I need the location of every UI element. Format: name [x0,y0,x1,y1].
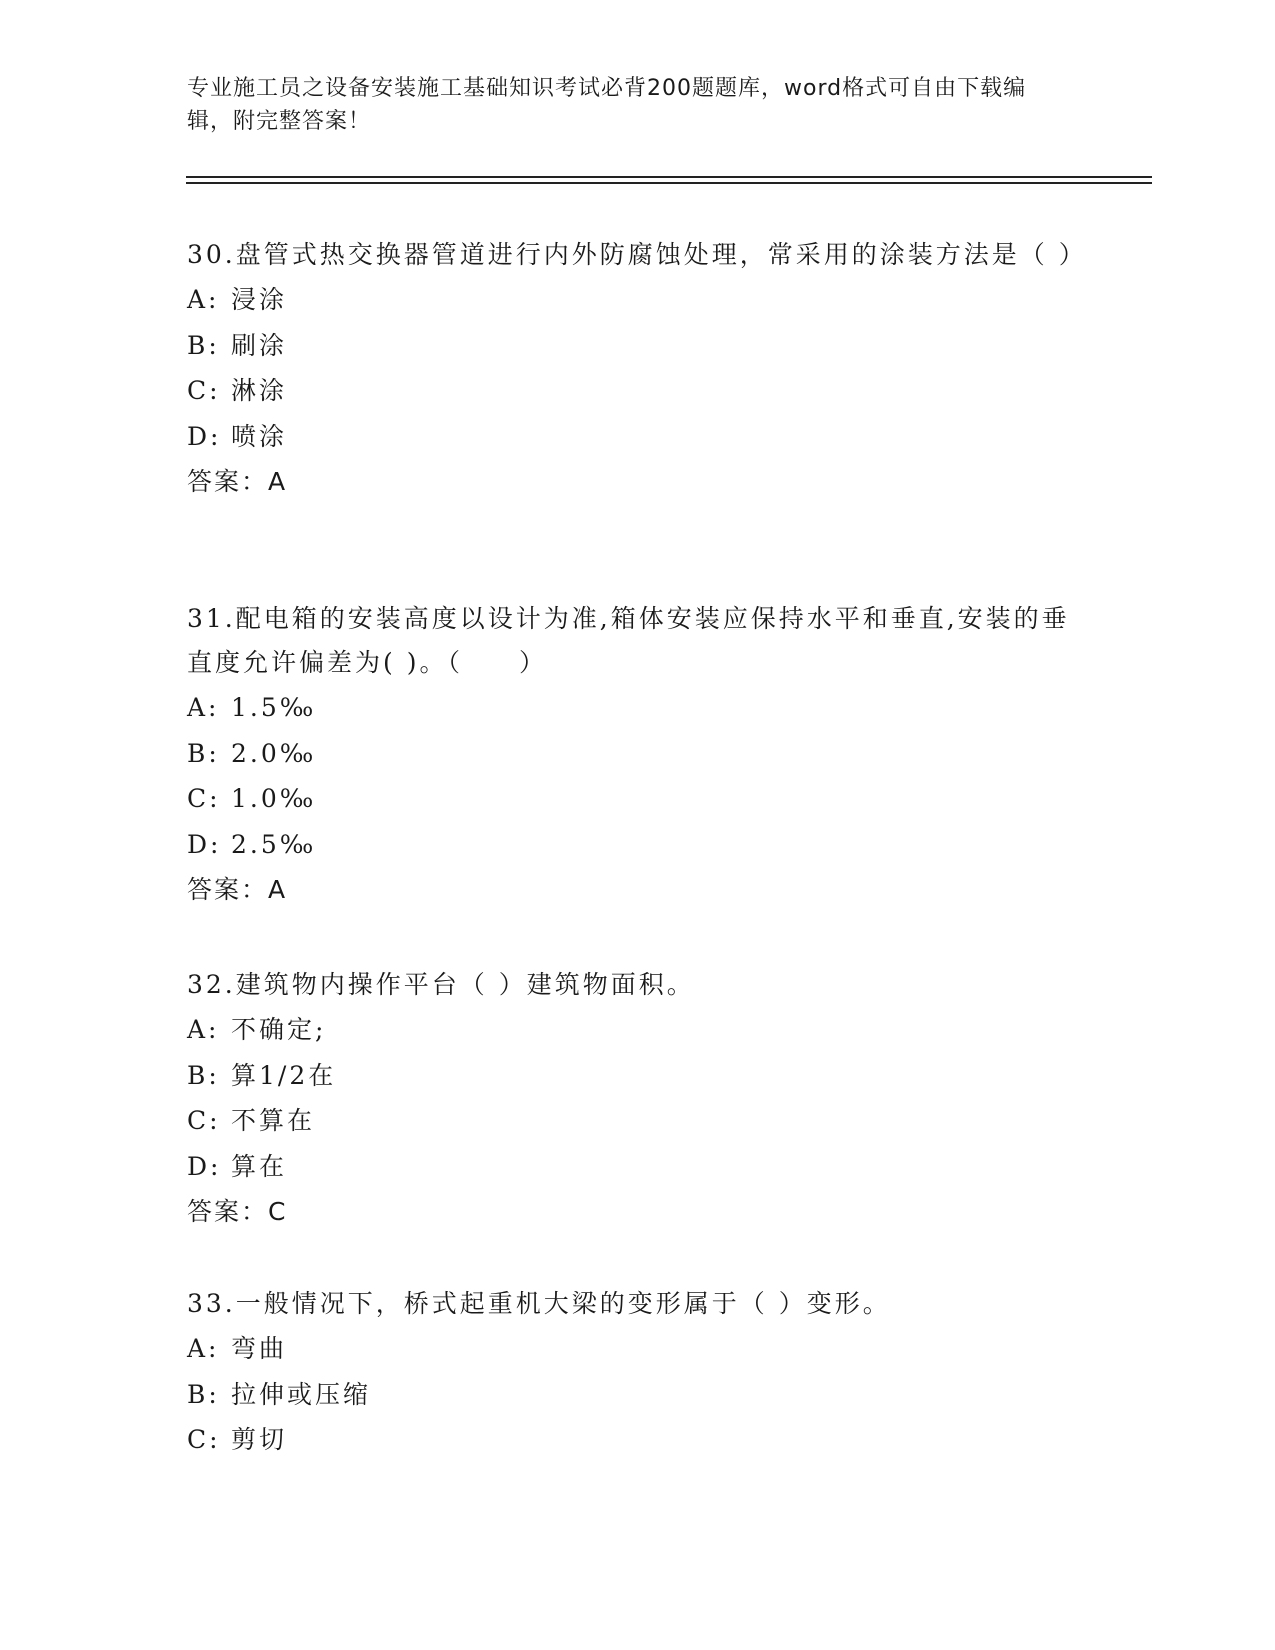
header-divider-top [186,176,1152,178]
option-d [187,822,1087,868]
option-text: 淋涂 [231,376,288,405]
option-text: 浸涂 [231,285,288,314]
option-b [187,323,1087,369]
option-c [187,368,1087,414]
question-stem: 32.建筑物内操作平台（ ）建筑物面积。 [187,970,695,999]
option-c [187,1098,1087,1144]
question-33 [187,1282,1087,1463]
option-text: 2.5‰ [231,829,317,859]
option-c [187,776,1087,822]
option-text: 不确定; [231,1015,327,1044]
header-divider-bottom [186,182,1152,184]
option-text: 算在 [231,1151,288,1181]
answer: 答案：C [187,1197,288,1226]
option-letter: D: [187,829,222,859]
question-31 [187,597,1087,913]
option-text: 拉伸或压缩 [231,1379,372,1409]
option-text: 1.5‰ [231,693,317,722]
option-a [187,685,1087,731]
option-c [187,1417,1087,1463]
option-letter: C: [187,1106,221,1135]
answer: 答案：A [187,467,288,496]
question-stem: 30.盘管式热交换器管道进行内外防腐蚀处理，常采用的涂装方法是（ ） [187,240,1087,269]
option-b [187,731,1087,777]
option-text: 剪切 [231,1425,288,1454]
option-letter: C: [187,376,221,405]
question-30 [187,233,1087,505]
option-letter: C: [187,1425,221,1454]
document-header: 专业施工员之设备安装施工基础知识考试必背200题题库，word格式可自由下载编辑，附完整答案！ [187,76,1027,134]
option-text: 2.0‰ [231,738,317,768]
option-text: 喷涂 [231,421,288,451]
option-letter: B: [187,1060,220,1090]
option-a [187,1326,1087,1372]
option-text: 刷涂 [231,330,288,360]
question-32 [187,963,1087,1235]
option-letter: A: [187,1015,220,1044]
option-text: 弯曲 [231,1334,288,1363]
option-a [187,1007,1087,1053]
option-letter: A: [187,693,220,722]
option-b [187,1372,1087,1418]
option-letter: C: [187,784,221,813]
option-letter: D: [187,421,222,451]
option-letter: B: [187,1379,220,1409]
option-letter: B: [187,330,220,360]
option-letter: D: [187,1151,222,1181]
question-stem: 33.一般情况下，桥式起重机大梁的变形属于（ ）变形。 [187,1289,891,1318]
option-d [187,1144,1087,1190]
answer: 答案：A [187,875,288,904]
option-text: 算1/2在 [231,1060,337,1090]
question-stem: 31.配电箱的安装高度以设计为准,箱体安装应保持水平和垂直,安装的垂直度允许偏差为( )。（ ） [187,604,1070,677]
option-d [187,414,1087,460]
option-letter: B: [187,738,220,768]
option-a [187,277,1087,323]
option-letter: A: [187,1334,220,1363]
option-b [187,1053,1087,1099]
option-text: 1.0‰ [231,784,317,813]
option-text: 不算在 [231,1106,316,1135]
option-letter: A: [187,285,220,314]
